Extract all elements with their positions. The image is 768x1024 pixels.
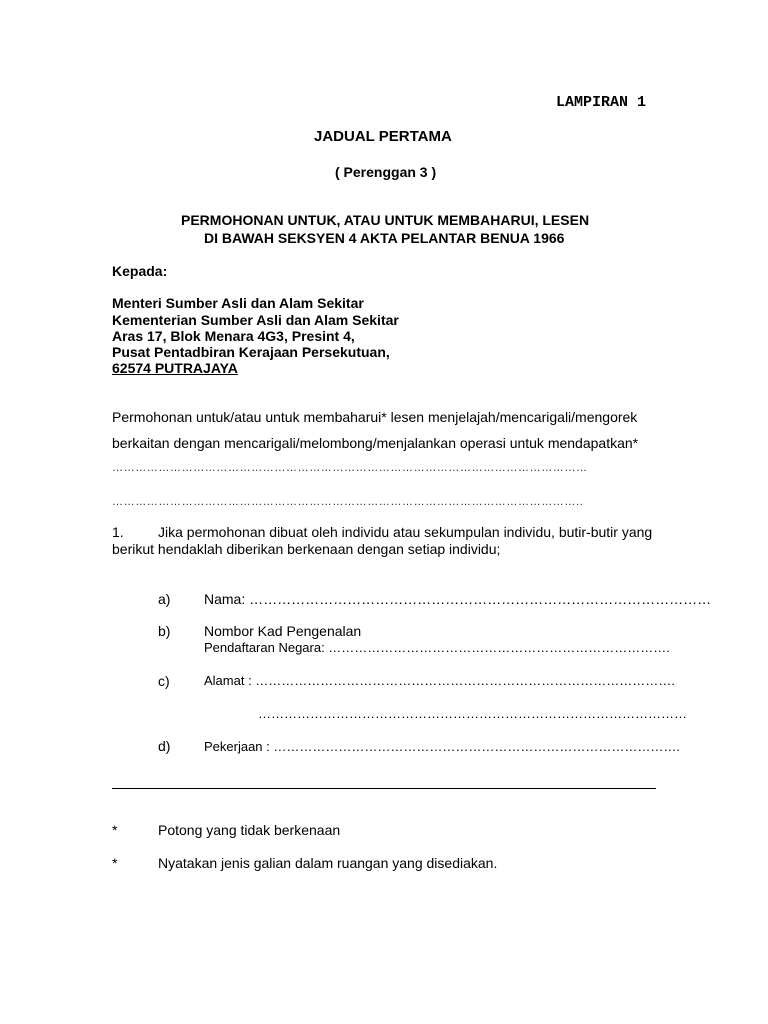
item-1-number: 1.	[112, 524, 124, 540]
recipient-postcode-city: 62574 PUTRAJAYA	[112, 360, 238, 376]
perenggan-reference	[335, 164, 436, 180]
recipient-line-2: Kementerian Sumber Asli dan Alam Sekitar	[112, 312, 399, 328]
item-1-line-2: berikut hendaklah diberikan berkenaan dengan setiap individu;	[112, 541, 501, 557]
nombor-kad-pengenalan-label: Nombor Kad Pengenalan	[204, 623, 362, 639]
footnote-divider	[112, 788, 656, 789]
footnote-1-text: Potong yang tidak berkenaan	[158, 822, 341, 838]
subject-line-1: PERMOHONAN UNTUK, ATAU UNTUK MEMBAHARUI, LESEN	[181, 212, 590, 228]
nama-field[interactable]: Nama: ………………………………………………………………………………………	[204, 591, 712, 607]
recipient-line-1: Menteri Sumber Asli dan Alam Sekitar	[112, 295, 364, 311]
application-paragraph-line-1: Permohonan untuk/atau untuk membaharui* lesen menjelajah/mencarigali/mengorek	[112, 409, 638, 425]
footnote-1-asterisk: *	[112, 822, 118, 838]
field-a-label: a)	[158, 591, 171, 607]
recipient-line-3: Aras 17, Blok Menara 4G3, Presint 4,	[112, 328, 355, 344]
mineral-blank-line-1[interactable]: ……………………………………………………………………………………………………………	[112, 462, 588, 474]
field-b-label: b)	[158, 623, 171, 639]
subject-line-2: DI BAWAH SEKSYEN 4 AKTA PELANTAR BENUA 1966	[204, 230, 565, 246]
application-paragraph-line-2: berkaitan dengan mencarigali/melombong/menjalankan operasi untuk mendapatkan*	[112, 435, 639, 451]
field-d-label: d)	[158, 738, 171, 754]
field-c-label: c)	[158, 673, 170, 689]
perenggan-text: ( Perenggan 3 )	[335, 164, 437, 180]
pekerjaan-field[interactable]: Pekerjaan : ………………………………………………………………………………….	[204, 739, 680, 754]
footnote-2-text: Nyatakan jenis galian dalam ruangan yang disediakan.	[158, 855, 498, 871]
document-title: JADUAL PERTAMA	[314, 128, 452, 145]
item-1-line-1: Jika permohonan dibuat oleh individu atau sekumpulan individu, butir-butir yang	[158, 524, 653, 540]
mineral-blank-line-2[interactable]: …………………………………………………………………………………………………………..	[112, 496, 584, 508]
kepada-label: Kepada:	[112, 263, 168, 279]
footnote-2-asterisk: *	[112, 855, 118, 871]
alamat-field[interactable]: Alamat : …………………………………………………………………………………….	[204, 673, 675, 688]
alamat-field-continuation[interactable]: ………………………………………………………………………………………	[258, 706, 687, 721]
pendaftaran-negara-field[interactable]: Pendaftaran Negara: …………………………………………………………………….	[204, 640, 670, 655]
recipient-line-4: Pusat Pentadbiran Kerajaan Persekutuan,	[112, 344, 390, 360]
lampiran-label: LAMPIRAN 1	[556, 94, 647, 111]
